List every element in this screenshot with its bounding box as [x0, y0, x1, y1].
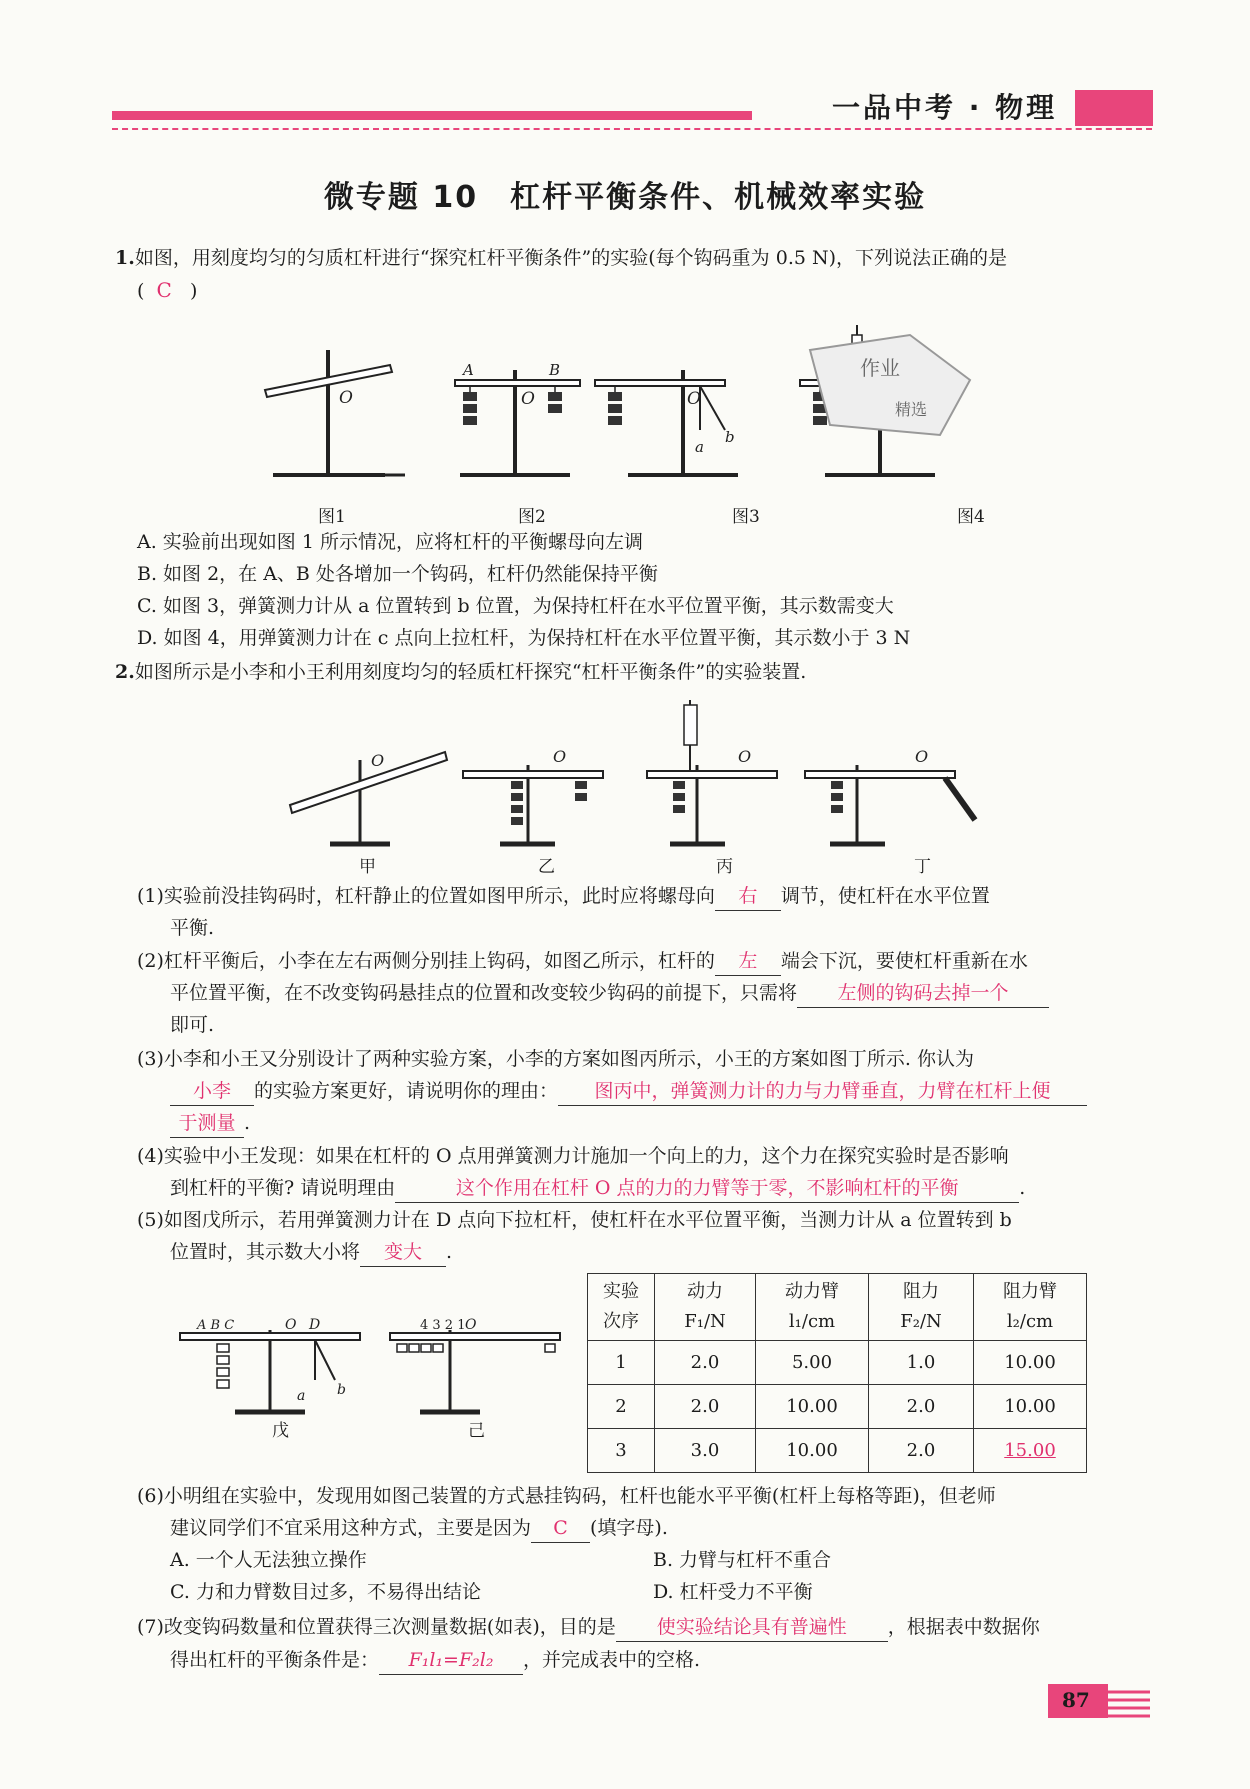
q2-p2-answer2: 左侧的钩码去掉一个 [797, 979, 1049, 1008]
q2-p1-answer: 右 [715, 882, 781, 911]
svg-text:A B C: A B C [197, 1318, 235, 1333]
table-cell: 1.0 [869, 1341, 974, 1385]
svg-text:O: O [738, 747, 752, 766]
q1-stem: 1.如图，用刻度均匀的匀质杠杆进行“探究杠杆平衡条件”的实验(每个钩码重为 0.5 N)，下列说法正确的是 [115, 247, 1008, 269]
q2-p2-answer1: 左 [715, 947, 781, 976]
figure-caption-jia: 甲 [359, 857, 376, 877]
q2-part6-cont: 建议同学们不宜采用这种方式，主要是因为 C (填字母). [170, 1514, 668, 1543]
q1-answer-bracket: ( C ) [137, 278, 198, 302]
q2-p6-option-b: B. 力臂与杠杆不重合 [653, 1549, 832, 1571]
table-cell: 10.00 [974, 1385, 1087, 1429]
table-row [588, 1341, 1087, 1385]
figure-caption-1: 图1 [318, 507, 346, 527]
q1-answer: C [156, 278, 172, 302]
figure-caption-ding: 丁 [914, 857, 931, 877]
svg-text:O: O [339, 388, 353, 408]
q2-p7-answer1: 使实验结论具有普遍性 [616, 1613, 888, 1642]
figure-yi [463, 747, 603, 844]
figure-ding [805, 747, 975, 844]
figure-caption-3: 图3 [732, 507, 760, 527]
table-cell: 5.00 [756, 1341, 869, 1385]
stamp-watermark [790, 330, 990, 440]
q2-part2: (2)杠杆平衡后，小李在左右两侧分别挂上钩码，如图乙所示，杠杆的 左 端会下沉，要使杠杆重新在水 [137, 947, 1028, 976]
figure-wu [180, 1317, 360, 1412]
figure-1 [265, 350, 392, 475]
q2-part5-cont: 位置时，其示数大小将 变大 . [170, 1238, 452, 1267]
page-title: 微专题 10 杠杆平衡条件、机械效率实验 [323, 180, 927, 215]
table-header-cell: 阻力臂 l₂/cm [974, 1274, 1087, 1341]
svg-text:D: D [309, 1317, 321, 1333]
q2-part4: (4)实验中小王发现：如果在杠杆的 O 点用弹簧测力计施加一个向上的力，这个力在探究实验时是否影响 [137, 1145, 1009, 1167]
header-tag [1075, 90, 1153, 126]
table-cell: 3 [588, 1429, 655, 1473]
table-header-cell: 动力 F₁/N [655, 1274, 756, 1341]
q2-part3: (3)小李和小王又分别设计了两种实验方案，小李的方案如图丙所示，小王的方案如图丁所示. 你认为 [137, 1048, 974, 1070]
figure-ji [390, 1317, 560, 1412]
q2-p6-option-d: D. 杠杆受力不平衡 [653, 1581, 813, 1603]
series-title: 一品中考 · 物理 [832, 91, 1058, 124]
table-cell: 10.00 [756, 1429, 869, 1473]
table-cell: 10.00 [756, 1385, 869, 1429]
q2-part3-cont: 小李 的实验方案更好，请说明你的理由： 图丙中，弹簧测力计的力与力臂垂直，力臂在杠杆上便 [170, 1077, 1087, 1106]
svg-text:作业: 作业 [860, 356, 900, 380]
figure-caption-4: 图4 [957, 507, 985, 527]
table-row [588, 1385, 1087, 1429]
svg-text:精选: 精选 [895, 400, 928, 419]
table-header-cell: 动力臂 l₁/cm [756, 1274, 869, 1341]
q2-p6-answer: C [531, 1514, 590, 1543]
table-header-cell: 实验 次序 [588, 1274, 655, 1341]
figure-bing [647, 700, 777, 844]
figure-jia [290, 751, 447, 844]
q2-part7: (7)改变钩码数量和位置获得三次测量数据(如表)，目的是 使实验结论具有普遍性 ，根据表中数据你 [137, 1613, 1040, 1642]
svg-text:O: O [521, 389, 535, 409]
figure-caption-2: 图2 [518, 507, 546, 527]
figure-caption-yi: 乙 [538, 857, 555, 877]
svg-text:b: b [337, 1382, 346, 1398]
svg-text:4 3 2 1: 4 3 2 1 [420, 1318, 466, 1333]
svg-text:O: O [915, 747, 929, 766]
svg-text:a: a [695, 438, 704, 456]
q2-p7-answer2: F₁l₁=F₂l₂ [379, 1646, 523, 1675]
data-table [587, 1273, 1087, 1473]
table-row [588, 1429, 1087, 1473]
q2-part3-end: 于测量 . [170, 1109, 250, 1138]
q2-stem: 2.如图所示是小李和小王利用刻度均匀的轻质杠杆探究“杠杆平衡条件”的实验装置. [115, 661, 807, 683]
svg-text:B: B [549, 361, 561, 379]
q2-p6-option-a: A. 一个人无法独立操作 [170, 1549, 367, 1571]
q1-option-d: D. 如图 4，用弹簧测力计在 c 点向上拉杠杆，为保持杠杆在水平位置平衡，其示数小于 3 N [137, 627, 911, 649]
q2-part5: (5)如图戊所示，若用弹簧测力计在 D 点向下拉杠杆，使杠杆在水平位置平衡，当测力计从 a 位置转到 b [137, 1209, 1012, 1231]
table-cell: 2.0 [869, 1385, 974, 1429]
q2-p4-answer: 这个作用在杠杆 O 点的力的力臂等于零，不影响杠杆的平衡 [395, 1174, 1019, 1203]
q2-part2-end: 即可. [170, 1014, 215, 1036]
table-header-cell: 阻力 F₂/N [869, 1274, 974, 1341]
figure-3 [595, 370, 738, 475]
q2-p6-option-c: C. 力和力臂数目过多，不易得出结论 [170, 1581, 481, 1603]
q2-part6: (6)小明组在实验中，发现用如图己装置的方式悬挂钩码，杠杆也能水平平衡(杠杆上每格等距)，但老师 [137, 1485, 996, 1507]
q2-p5-answer: 变大 [360, 1238, 446, 1267]
q2-p3-answer2: 图丙中，弹簧测力计的力与力臂垂直，力臂在杠杆上便 [558, 1077, 1087, 1106]
header-divider [112, 128, 1152, 130]
table-cell: 2.0 [869, 1429, 974, 1473]
figure-caption-ji: 己 [468, 1421, 485, 1441]
svg-text:O: O [371, 751, 385, 770]
table-cell: 2.0 [655, 1385, 756, 1429]
svg-text:A: A [463, 361, 474, 379]
q2-p3-answer1: 小李 [170, 1077, 254, 1106]
svg-text:O: O [553, 747, 567, 766]
table-cell: 2.0 [655, 1341, 756, 1385]
figure-2 [455, 361, 580, 475]
table-header-row [588, 1274, 1087, 1341]
figure-caption-bing: 丙 [716, 857, 733, 877]
q2-p3-answer3: 于测量 [170, 1109, 244, 1138]
q2-part4-cont: 到杠杆的平衡? 请说明理由 这个作用在杠杆 O 点的力的力臂等于零，不影响杠杆的平衡 . [170, 1174, 1025, 1203]
table-cell: 1 [588, 1341, 655, 1385]
q1-option-c: C. 如图 3，弹簧测力计从 a 位置转到 b 位置，为保持杠杆在水平位置平衡，其示数需变大 [137, 595, 894, 617]
header-bar [112, 111, 752, 120]
page-number: 87 [1062, 1688, 1090, 1712]
svg-text:a: a [297, 1388, 306, 1404]
q1-option-a: A. 实验前出现如图 1 所示情况，应将杠杆的平衡螺母向左调 [137, 531, 643, 553]
table-cell: 15.00 [974, 1429, 1087, 1473]
q2-part2-cont: 平位置平衡，在不改变钩码悬挂点的位置和改变较少钩码的前提下，只需将 左侧的钩码去掉一个 [170, 979, 1049, 1008]
svg-text:O: O [687, 389, 701, 409]
svg-text:O: O [465, 1317, 477, 1333]
svg-text:O: O [285, 1317, 297, 1333]
table-cell: 2 [588, 1385, 655, 1429]
q2-figures-wu-ji [175, 1300, 575, 1445]
svg-text:b: b [725, 428, 735, 446]
q2-part1: (1)实验前没挂钩码时，杠杆静止的位置如图甲所示，此时应将螺母向 右 调节，使杠杆在水平位置 [137, 882, 990, 911]
q1-option-b: B. 如图 2，在 A、B 处各增加一个钩码，杠杆仍然能保持平衡 [137, 563, 658, 585]
q2-part7-cont: 得出杠杆的平衡条件是： F₁l₁=F₂l₂ ，并完成表中的空格. [170, 1646, 700, 1675]
q2-figures [285, 690, 1005, 850]
figure-caption-wu: 戊 [272, 1421, 289, 1441]
table-cell: 3.0 [655, 1429, 756, 1473]
q2-part1-cont: 平衡. [170, 917, 215, 939]
table-cell: 10.00 [974, 1341, 1087, 1385]
